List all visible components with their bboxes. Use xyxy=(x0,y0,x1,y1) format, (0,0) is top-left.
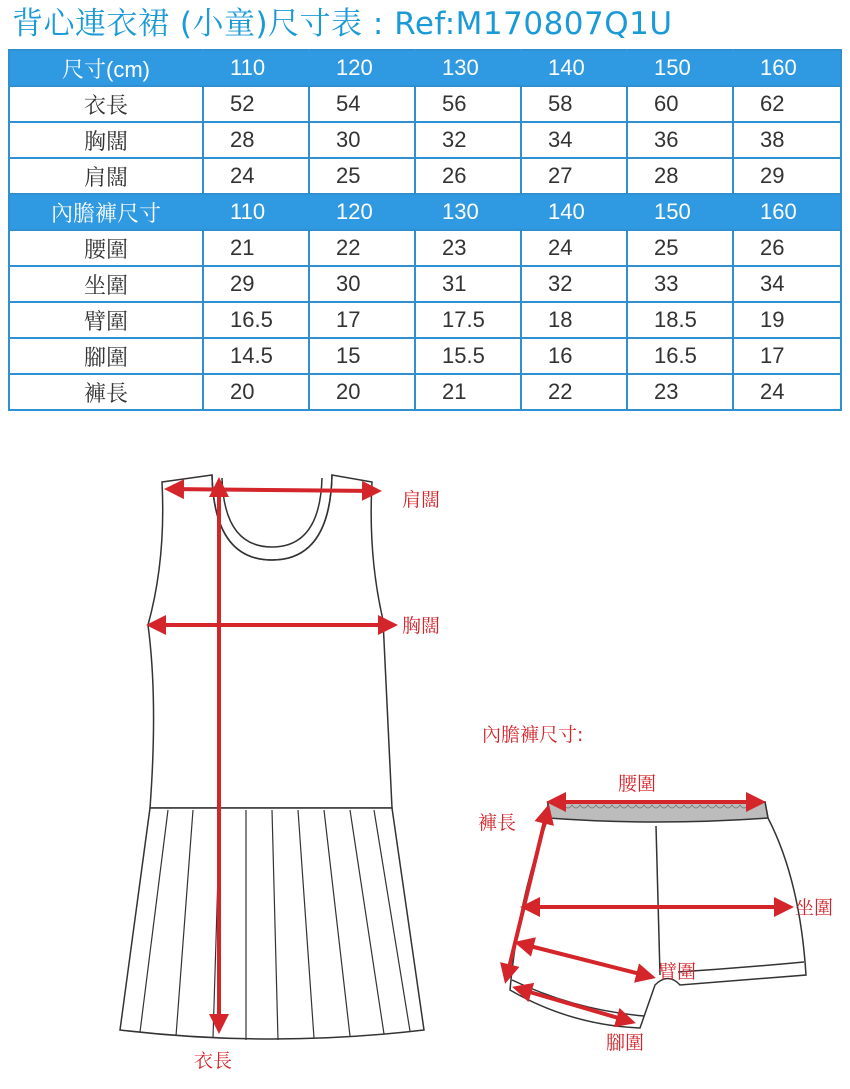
value-cell: 54 xyxy=(309,86,415,122)
leg-opening-label: 腳圍 xyxy=(606,1032,645,1054)
pant-length-label: 褲長 xyxy=(478,812,517,834)
value-cell: 24 xyxy=(733,374,841,410)
row-label: 肩闊 xyxy=(9,158,203,194)
value-cell: 17 xyxy=(309,302,415,338)
value-cell: 52 xyxy=(203,86,309,122)
dress-bodice xyxy=(148,475,392,808)
value-cell: 33 xyxy=(627,266,733,302)
value-cell: 29 xyxy=(203,266,309,302)
value-cell: 58 xyxy=(521,86,627,122)
value-cell: 60 xyxy=(627,86,733,122)
hip-label: 坐圍 xyxy=(795,897,834,919)
row-label: 臂圍 xyxy=(9,302,203,338)
shorts-waistband xyxy=(548,802,768,822)
row-label: 衣長 xyxy=(9,86,203,122)
value-cell: 17.5 xyxy=(415,302,521,338)
value-cell: 30 xyxy=(309,266,415,302)
row-label: 褲長 xyxy=(9,374,203,410)
value-cell: 24 xyxy=(203,158,309,194)
value-cell: 23 xyxy=(415,230,521,266)
value-cell: 16 xyxy=(521,338,627,374)
value-cell: 24 xyxy=(521,230,627,266)
shorts-illustration xyxy=(510,802,806,1028)
size-cell: 120 xyxy=(309,194,415,230)
dress-illustration xyxy=(120,475,424,1040)
value-cell: 26 xyxy=(415,158,521,194)
shorts-section-label: 內膽褲尺寸: xyxy=(482,724,584,746)
value-cell: 21 xyxy=(415,374,521,410)
size-cell: 140 xyxy=(521,50,627,86)
dress-header-label: 尺寸(cm) xyxy=(9,50,203,86)
value-cell: 20 xyxy=(203,374,309,410)
value-cell: 26 xyxy=(733,230,841,266)
value-cell: 16.5 xyxy=(203,302,309,338)
size-cell: 140 xyxy=(521,194,627,230)
size-cell: 130 xyxy=(415,194,521,230)
row-label: 腳圍 xyxy=(9,338,203,374)
value-cell: 27 xyxy=(521,158,627,194)
value-cell: 34 xyxy=(733,266,841,302)
value-cell: 29 xyxy=(733,158,841,194)
value-cell: 28 xyxy=(627,158,733,194)
row-label: 胸闊 xyxy=(9,122,203,158)
length-label: 衣長 xyxy=(194,1050,233,1072)
value-cell: 14.5 xyxy=(203,338,309,374)
size-cell: 110 xyxy=(203,50,309,86)
value-cell: 31 xyxy=(415,266,521,302)
chest-label: 胸闊 xyxy=(402,615,441,637)
value-cell: 38 xyxy=(733,122,841,158)
value-cell: 22 xyxy=(521,374,627,410)
value-cell: 18 xyxy=(521,302,627,338)
value-cell: 15 xyxy=(309,338,415,374)
value-cell: 30 xyxy=(309,122,415,158)
value-cell: 18.5 xyxy=(627,302,733,338)
value-cell: 28 xyxy=(203,122,309,158)
row-label: 坐圍 xyxy=(9,266,203,302)
value-cell: 25 xyxy=(309,158,415,194)
value-cell: 21 xyxy=(203,230,309,266)
value-cell: 32 xyxy=(415,122,521,158)
value-cell: 25 xyxy=(627,230,733,266)
value-cell: 20 xyxy=(309,374,415,410)
shoulder-label: 肩闊 xyxy=(402,489,441,511)
shoulder-arrow xyxy=(168,489,378,491)
value-cell: 56 xyxy=(415,86,521,122)
shorts-header-label: 內膽褲尺寸 xyxy=(9,194,203,230)
value-cell: 17 xyxy=(733,338,841,374)
dress-skirt xyxy=(120,808,424,1039)
size-cell: 160 xyxy=(733,50,841,86)
value-cell: 36 xyxy=(627,122,733,158)
row-label: 腰圍 xyxy=(9,230,203,266)
size-cell: 120 xyxy=(309,50,415,86)
value-cell: 32 xyxy=(521,266,627,302)
size-cell: 150 xyxy=(627,194,733,230)
value-cell: 22 xyxy=(309,230,415,266)
value-cell: 19 xyxy=(733,302,841,338)
value-cell: 15.5 xyxy=(415,338,521,374)
size-cell: 150 xyxy=(627,50,733,86)
page-title: 背心連衣裙 (小童)尺寸表 : Ref:M170807Q1U xyxy=(12,6,673,42)
size-cell: 160 xyxy=(733,194,841,230)
value-cell: 62 xyxy=(733,86,841,122)
value-cell: 34 xyxy=(521,122,627,158)
waist-label: 腰圍 xyxy=(618,773,657,795)
value-cell: 16.5 xyxy=(627,338,733,374)
thigh-label: 臂圍 xyxy=(658,961,697,983)
size-cell: 130 xyxy=(415,50,521,86)
value-cell: 23 xyxy=(627,374,733,410)
size-cell: 110 xyxy=(203,194,309,230)
